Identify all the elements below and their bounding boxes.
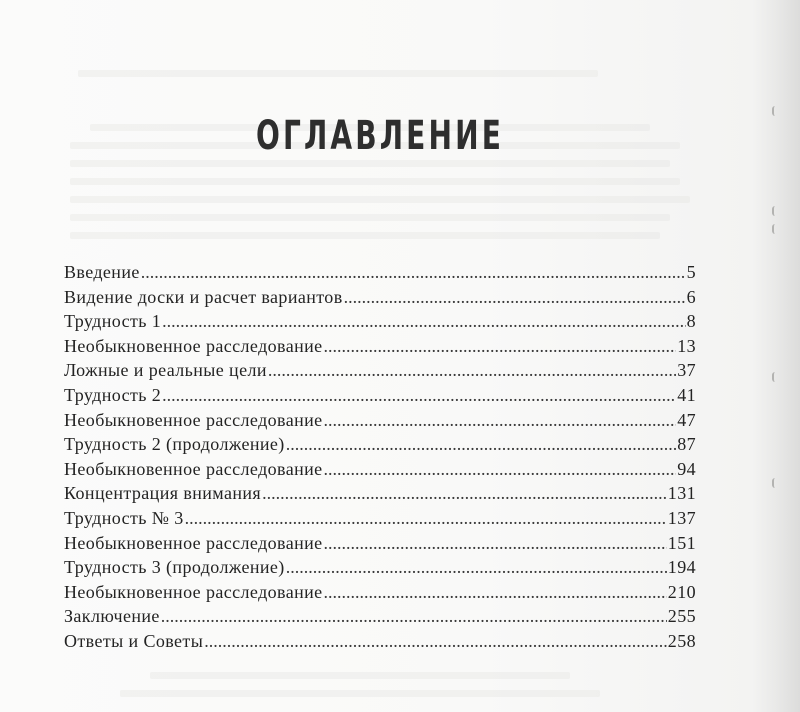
toc-entry-page: 258 bbox=[667, 630, 696, 651]
binding-mark bbox=[772, 206, 780, 216]
bleed-through-line bbox=[120, 690, 600, 697]
toc-entry-page: 8 bbox=[686, 311, 696, 332]
toc-entry-label: Трудность 2 bbox=[64, 384, 162, 405]
toc-entry-page: 131 bbox=[667, 483, 696, 504]
toc-entry bbox=[64, 434, 696, 459]
toc-leader-dots bbox=[268, 360, 676, 381]
toc-entry bbox=[64, 311, 696, 336]
toc-entry bbox=[64, 287, 696, 312]
bleed-through-line bbox=[70, 196, 690, 203]
toc-leader-dots bbox=[262, 483, 667, 504]
toc-leader-dots bbox=[162, 311, 685, 332]
bleed-through-line bbox=[70, 178, 680, 185]
toc-leader-dots bbox=[324, 582, 667, 603]
toc-entry-label: Трудность 2 (продолжение) bbox=[64, 434, 285, 455]
toc-entry bbox=[64, 336, 696, 361]
binding-mark bbox=[772, 372, 780, 382]
toc-leader-dots bbox=[286, 557, 667, 578]
toc-entry-page: 37 bbox=[677, 360, 696, 381]
toc-entry bbox=[64, 459, 696, 484]
toc-entry-label: Трудность № 3 bbox=[64, 507, 184, 528]
toc-entry bbox=[64, 262, 696, 287]
toc-entry bbox=[64, 557, 696, 582]
toc-entry-label: Ложные и реальные цели bbox=[64, 360, 267, 381]
toc-entry-page: 13 bbox=[677, 335, 696, 356]
toc-entry-label: Необыкновенное расследование bbox=[64, 532, 323, 553]
toc-entry-label: Необыкновенное расследование bbox=[64, 409, 323, 430]
toc-leader-dots bbox=[161, 606, 667, 627]
toc-entry-page: 87 bbox=[677, 434, 696, 455]
toc-entry-label: Введение bbox=[64, 262, 140, 282]
toc-entry-page: 255 bbox=[667, 606, 696, 627]
toc-entry-label: Ответы и Советы bbox=[64, 630, 204, 651]
toc-entry-label: Трудность 3 (продолжение) bbox=[64, 557, 285, 578]
toc-entry bbox=[64, 360, 696, 385]
toc-leader-dots bbox=[324, 336, 677, 357]
toc-entry-label: Трудность 1 bbox=[64, 311, 162, 332]
binding-mark bbox=[772, 224, 780, 234]
toc-entry-label: Заключение bbox=[64, 606, 160, 627]
toc-entry-label: Необыкновенное расследование bbox=[64, 458, 323, 479]
toc-entry bbox=[64, 410, 696, 435]
toc-entry-page: 137 bbox=[667, 507, 696, 528]
bleed-through-line bbox=[70, 214, 670, 221]
bleed-through-line bbox=[150, 672, 570, 679]
toc-leader-dots bbox=[162, 385, 676, 406]
toc-entry-page: 41 bbox=[677, 384, 696, 405]
toc-entry bbox=[64, 582, 696, 607]
toc-entry bbox=[64, 385, 696, 410]
toc-entry bbox=[64, 508, 696, 533]
toc-leader-dots bbox=[344, 287, 686, 308]
bleed-through-line bbox=[78, 70, 598, 77]
toc-leader-dots bbox=[324, 533, 667, 554]
toc-leader-dots bbox=[286, 434, 676, 455]
toc-entry-page: 6 bbox=[686, 286, 696, 307]
toc-entry-label: Видение доски и расчет вариантов bbox=[64, 286, 343, 307]
toc-entry bbox=[64, 483, 696, 508]
toc-entry-page: 94 bbox=[677, 458, 696, 479]
bleed-through-line bbox=[70, 232, 660, 239]
binding-mark bbox=[772, 478, 780, 488]
table-of-contents bbox=[64, 262, 696, 656]
toc-entry bbox=[64, 533, 696, 558]
toc-entry-label: Необыкновенное расследование bbox=[64, 335, 323, 356]
toc-entry-page: 5 bbox=[686, 262, 696, 282]
toc-entry-page: 47 bbox=[677, 409, 696, 430]
bleed-through-line bbox=[70, 160, 670, 167]
toc-entry-label: Необыкновенное расследование bbox=[64, 581, 323, 602]
toc-leader-dots bbox=[204, 631, 667, 652]
toc-entry-page: 210 bbox=[667, 581, 696, 602]
toc-leader-dots bbox=[141, 262, 686, 283]
toc-entry-label: Концентрация внимания bbox=[64, 483, 262, 504]
toc-entry-page: 194 bbox=[667, 557, 696, 578]
toc-entry-page: 151 bbox=[667, 532, 696, 553]
toc-entry bbox=[64, 631, 696, 656]
toc-entry bbox=[64, 606, 696, 631]
page-title: ОГЛАВЛЕНИЕ bbox=[255, 113, 505, 159]
toc-leader-dots bbox=[324, 410, 677, 431]
toc-leader-dots bbox=[185, 508, 667, 529]
toc-leader-dots bbox=[324, 459, 677, 480]
binding-mark bbox=[772, 106, 780, 116]
